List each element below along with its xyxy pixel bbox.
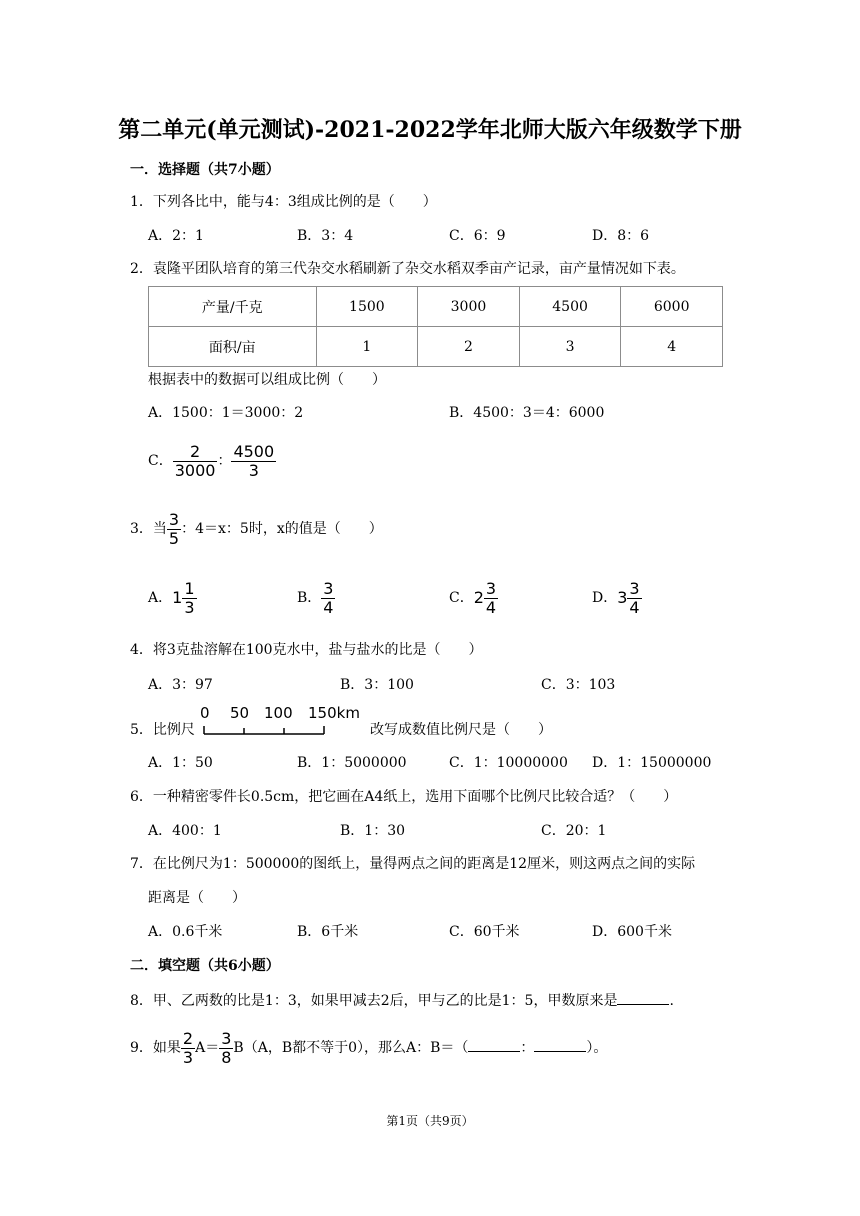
- page-footer: 第1页（共9页）: [386, 1114, 474, 1128]
- ratio-colon: ：: [217, 453, 232, 469]
- table-cell: 4: [621, 327, 723, 367]
- question-6-stem: 6．一种精密零件长0.5cm，把它画在A4纸上，选用下面哪个比例尺比较合适？（ ）: [130, 789, 678, 805]
- table-cell: 6000: [621, 287, 723, 327]
- q1-option-b[interactable]: B．3：4: [297, 228, 354, 244]
- scale-label: 0: [200, 704, 210, 722]
- question-4-stem: 4．将3克盐溶解在100克水中，盐与盐水的比是（ ）: [130, 642, 483, 658]
- fraction: $\frac{3}{4}$: [629, 578, 640, 617]
- scale-label: 150km: [308, 704, 360, 722]
- table-cell: 1: [316, 327, 418, 367]
- q7-option-a[interactable]: A．0.6千米: [148, 924, 223, 940]
- question-1-stem: 1．下列各比中，能与4：3组成比例的是（ ）: [130, 194, 437, 210]
- q2-option-a[interactable]: A．1500：1＝3000：2: [148, 405, 304, 421]
- q5-option-c[interactable]: C．1：10000000: [449, 755, 568, 771]
- line-scale-diagram: [200, 704, 360, 738]
- table-row: [149, 327, 723, 367]
- question-7-stem-line2: 距离是（ ）: [148, 890, 246, 906]
- question-5-prefix: 5．比例尺: [130, 722, 195, 738]
- fraction: $\frac{3}{4}$: [485, 578, 497, 617]
- page-title: 第二单元(单元测试)-2021-2022学年北师大版六年级数学下册: [118, 117, 742, 143]
- table-cell: 2: [418, 327, 520, 367]
- q1-option-d[interactable]: D．8：6: [592, 228, 650, 244]
- q4-option-a[interactable]: A．3：97: [148, 677, 213, 693]
- fraction: $\frac{2}{3000}$: [174, 441, 216, 480]
- fraction: $\frac{2}{3}$: [182, 1028, 194, 1067]
- q4-option-c[interactable]: C．3：103: [541, 677, 616, 693]
- q6-option-c[interactable]: C．20：1: [541, 823, 607, 839]
- q5-option-b[interactable]: B．1：5000000: [297, 755, 407, 771]
- answer-blank[interactable]: [534, 1037, 586, 1052]
- q4-option-b[interactable]: B．3：100: [340, 677, 414, 693]
- question-5-suffix: 改写成数值比例尺是（ ）: [370, 722, 552, 738]
- section-heading-fill: 二．填空题（共6小题）: [130, 958, 280, 974]
- q7-option-c[interactable]: C．60千米: [449, 924, 520, 940]
- q3-option-c[interactable]: C．2 $\frac{3}{4}$: [449, 578, 497, 617]
- q1-option-c[interactable]: C．6：9: [449, 228, 506, 244]
- q5-option-a[interactable]: A．1：50: [148, 755, 213, 771]
- question-8-stem: 8．甲、乙两数的比是1：3，如果甲减去2后，甲与乙的比是1：5，甲数原来是 .: [130, 990, 674, 1010]
- section-heading-choice: 一．选择题（共7小题）: [130, 162, 280, 178]
- q5-option-d[interactable]: D．1：15000000: [592, 755, 712, 771]
- table-cell: 面积/亩: [149, 327, 317, 367]
- answer-blank[interactable]: [617, 990, 669, 1005]
- option-label: C．: [148, 453, 173, 469]
- fraction: $\frac{3}{8}$: [221, 1028, 232, 1067]
- fraction: $\frac{1}{3}$: [184, 578, 195, 617]
- q3-option-d[interactable]: D．3 $\frac{3}{4}$: [592, 578, 640, 617]
- answer-blank[interactable]: [468, 1037, 520, 1052]
- q2-option-c[interactable]: [148, 437, 276, 485]
- table-cell: 产量/千克: [149, 287, 317, 327]
- table-cell: 3000: [418, 287, 520, 327]
- question-9-stem: 9．如果 $\frac{2}{3}$ A＝ $\frac{3}{8}$ B（A，B都不等于0），那么A：B＝（ ： ）。: [130, 1028, 608, 1067]
- scale-label: 50: [230, 704, 250, 722]
- q6-option-a[interactable]: A．400：1: [148, 823, 222, 839]
- scale-bar-line: [200, 722, 360, 736]
- q7-option-d[interactable]: D．600千米: [592, 924, 672, 940]
- question-2-stem: 2．袁隆平团队培育的第三代杂交水稻刷新了杂交水稻双季亩产记录，亩产量情况如下表。: [130, 261, 685, 277]
- question-7-stem-line1: 7．在比例尺为1：500000的图纸上，量得两点之间的距离是12厘米，则这两点之间的实际: [130, 856, 696, 872]
- q7-option-b[interactable]: B．6千米: [297, 924, 359, 940]
- yield-table: [148, 286, 723, 367]
- fraction: $\frac{4500}{3}$: [233, 441, 275, 480]
- question-3-stem: 3．当 $\frac{3}{5}$ ：4＝x：5时，x的值是（ ）: [130, 509, 383, 548]
- scale-label: 100: [264, 704, 293, 722]
- fraction: $\frac{3}{5}$: [168, 509, 180, 548]
- q2-option-b[interactable]: B．4500：3＝4：6000: [449, 405, 605, 421]
- q6-option-b[interactable]: B．1：30: [340, 823, 406, 839]
- question-2-subprompt: 根据表中的数据可以组成比例（ ）: [148, 372, 386, 388]
- fraction: $\frac{3}{4}$: [323, 578, 334, 617]
- q1-option-a[interactable]: A．2：1: [148, 228, 204, 244]
- table-cell: 1500: [316, 287, 418, 327]
- q3-option-a[interactable]: A．1 $\frac{1}{3}$: [148, 578, 195, 617]
- table-cell: 4500: [519, 287, 621, 327]
- table-cell: 3: [519, 327, 621, 367]
- q3-option-b[interactable]: B． $\frac{3}{4}$: [297, 578, 334, 617]
- table-row: [149, 287, 723, 327]
